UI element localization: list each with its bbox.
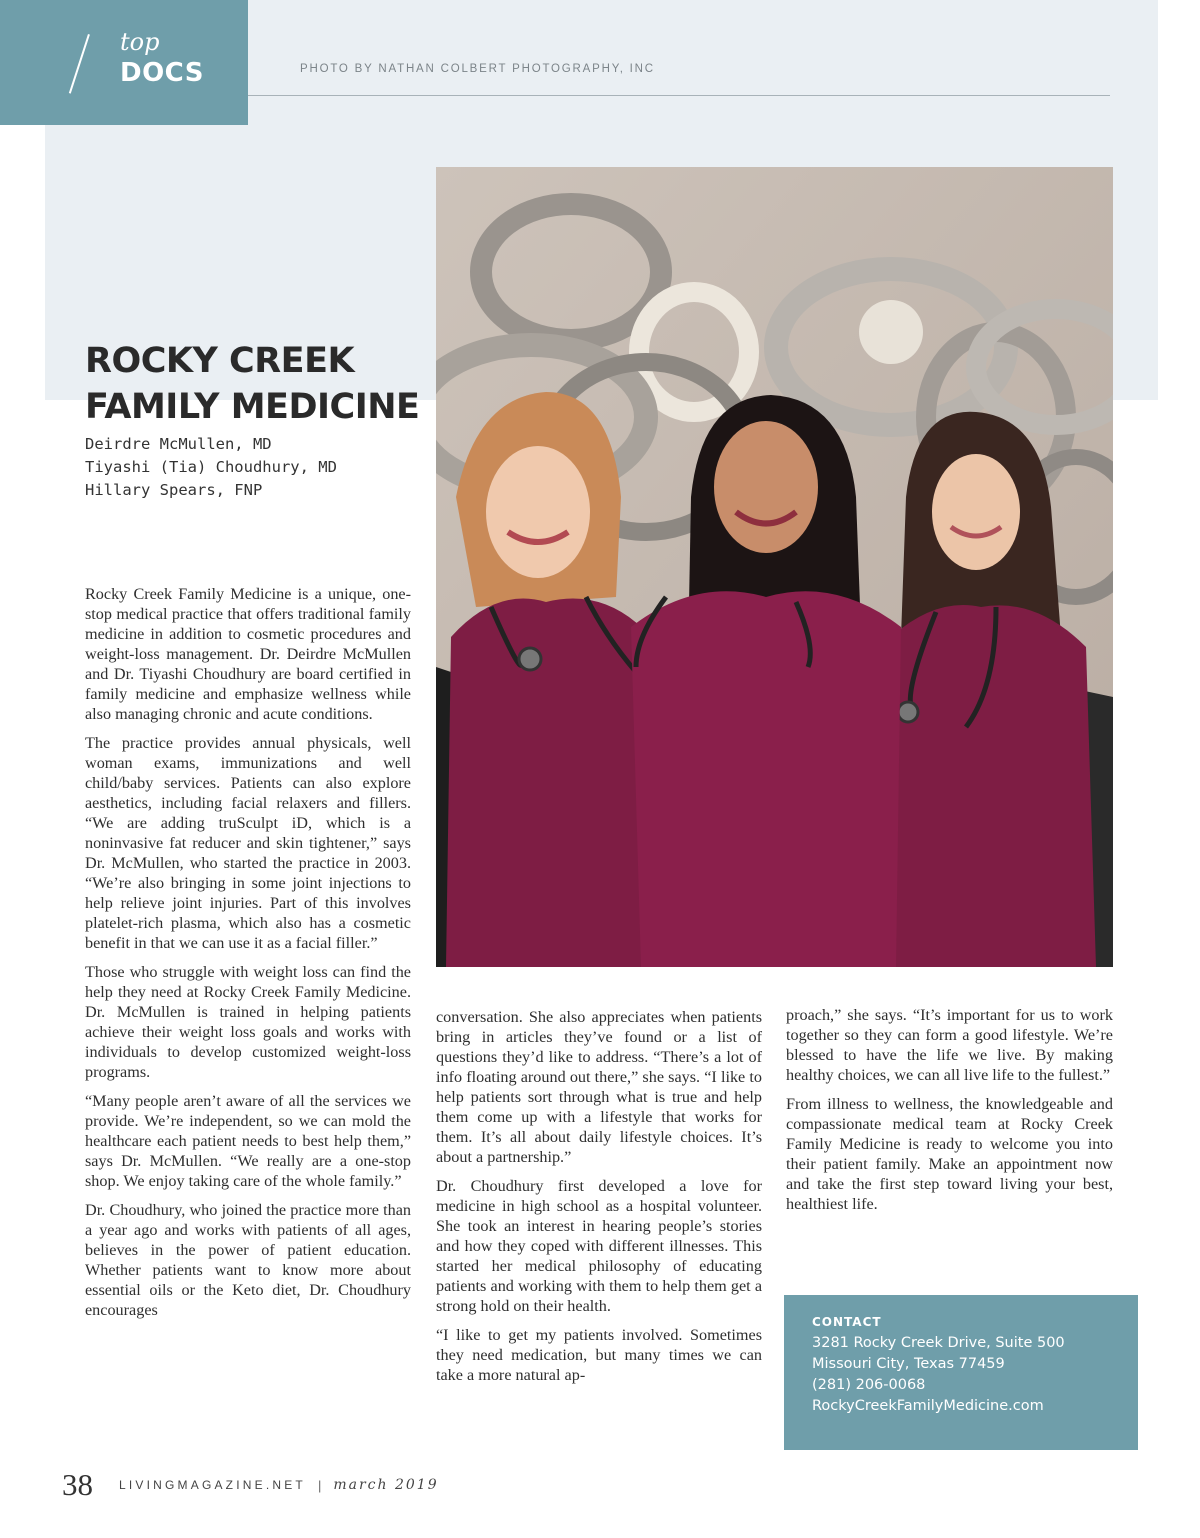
- article-column-1: [85, 584, 411, 1329]
- article-paragraph: Rocky Creek Family Medicine is a unique, one-stop medical practice that offers traditional family medicine in addition to cosmetic procedures and weight-loss management. Dr. Deirdre McMullen and Dr. Tiyashi Choudhury are board certified in family medicine and emphasize wellness while also managing chronic and acute conditions.: [85, 585, 411, 723]
- title-line-2: FAMILY MEDICINE: [85, 387, 420, 427]
- page-number: 38: [62, 1467, 93, 1502]
- contact-box: [784, 1295, 1138, 1450]
- article-paragraph: Dr. Choudhury, who joined the practice more than a year ago and works with patients of all ages, believes in the power of patient education. Whether patients want to know more about essential oils or the Keto diet, Dr. Choudhury encourages: [85, 1201, 411, 1319]
- doctor-name: Tiyashi (Tia) Choudhury, MD: [85, 458, 337, 476]
- contact-label: CONTACT: [812, 1315, 882, 1329]
- footer-issue: march 2019: [333, 1477, 439, 1493]
- article-paragraph: “Many people aren’t aware of all the services we provide. We’re independent, so we can mold the healthcare each patient needs to best help them,” says Dr. McMullen. “We really are a one-stop shop. We enjoy taking care of the whole family.”: [85, 1092, 411, 1190]
- article-title: [85, 338, 419, 430]
- article-paragraph: Dr. Choudhury first developed a love for medicine in high school as a hospital volunteer. She took an interest in hearing people’s stories and how they coped with different illnesses. This started her medical philosophy of educating patients and working with them to help them get a strong hold on their health.: [436, 1177, 762, 1315]
- photo-credit: PHOTO BY NATHAN COLBERT PHOTOGRAPHY, INC: [300, 63, 655, 75]
- article-column-2: [436, 1007, 762, 1394]
- article-paragraph: From illness to wellness, the knowledgeable and compassionate medical team at Rocky Creek Family Medicine is ready to welcome you into their patient family. Make an appointment now and take the first step toward living your best, healthiest life.: [786, 1095, 1113, 1213]
- footer-separator: |: [317, 1477, 322, 1493]
- article-paragraph: The practice provides annual physicals, well woman exams, immunizations and well child/baby services. Patients can also explore aesthetics, including facial relaxers and fillers. “We are adding truSculpt iD, which is a noninvasive fat reducer and skin tightener,” says Dr. McMullen, who started the practice in 2003. “We’re also bringing in some joint injections to help relieve joint injuries. Part of this involves platelet-rich plasma, which also has a cosmetic benefit in that we can use it as a facial filler.”: [85, 734, 411, 952]
- article-column-3: [786, 1005, 1113, 1223]
- staff-photo: [436, 167, 1113, 967]
- article-paragraph: proach,” she says. “It’s important for us to work together so they can form a good lifestyle. We’re blessed to have the life we live. By making healthy choices, we can all live life to the fullest.”: [786, 1006, 1113, 1084]
- contact-phone[interactable]: (281) 206-0068: [812, 1377, 926, 1393]
- section-tag-top: top: [120, 28, 160, 56]
- footer-site: LIVINGMAGAZINE.NET: [119, 1478, 306, 1492]
- slash-divider: [69, 34, 90, 94]
- article-paragraph: conversation. She also appreciates when patients bring in articles they’ve found or a list of questions they’d like to address. “There’s a lot of info floating around out there,” she says. “I like to help patients sort through what is true and help them come up with a lifestyle that works for them. It’s all about daily lifestyle choices. It’s about a partnership.”: [436, 1008, 762, 1166]
- contact-address-line-1: 3281 Rocky Creek Drive, Suite 500: [812, 1335, 1065, 1351]
- section-tag-docs: DOCS: [120, 58, 204, 88]
- page-footer: [62, 1467, 439, 1503]
- staff-photo-illustration: [436, 167, 1113, 967]
- doctor-list: [85, 433, 337, 502]
- doctor-name: Hillary Spears, FNP: [85, 481, 263, 499]
- header-rule: [248, 95, 1110, 96]
- contact-website-link[interactable]: RockyCreekFamilyMedicine.com: [812, 1398, 1044, 1414]
- title-line-1: ROCKY CREEK: [85, 341, 355, 381]
- article-paragraph: Those who struggle with weight loss can find the help they need at Rocky Creek Family Medicine. Dr. McMullen is trained in helping patients achieve their weight loss goals and works with individuals to develop customized weight-loss programs.: [85, 963, 411, 1081]
- doctor-name: Deirdre McMullen, MD: [85, 435, 272, 453]
- article-paragraph: “I like to get my patients involved. Sometimes they need medication, but many times we can take a more natural ap-: [436, 1326, 762, 1384]
- contact-address-line-2: Missouri City, Texas 77459: [812, 1356, 1005, 1372]
